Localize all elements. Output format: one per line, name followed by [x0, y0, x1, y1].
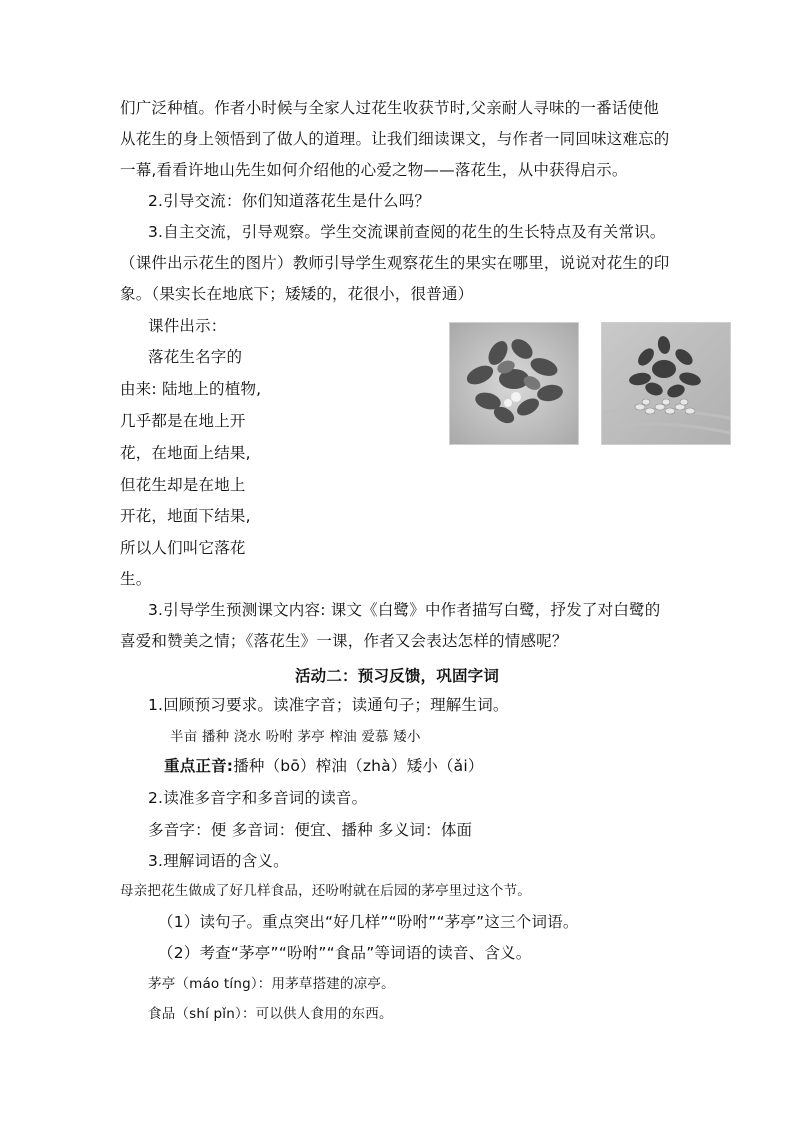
- courseware-line: 所以人们叫它落花: [120, 539, 246, 557]
- intro-line-1: 们广泛种植。作者小时候与全家人过花生收获节时,父亲耐人寻味的一番话使他: [120, 99, 659, 117]
- sub-item-2: （2）考查“茅亭”“吩咐”“食品”等词语的读音、含义。: [158, 944, 532, 962]
- activity-2-item-3: 3.理解词语的含义。: [148, 852, 289, 870]
- activity-2-item-2: 2.读准多音字和多音词的读音。: [148, 789, 368, 807]
- courseware-line: 花，在地面上结果,: [120, 444, 251, 462]
- intro-line-2: 从花生的身上领悟到了做人的道理。让我们细读课文，与作者一同回味这难忘的: [120, 130, 670, 148]
- peanut-plant-photo: [449, 322, 579, 445]
- pronunciation-text: 播种（bō）榨油（zhà）矮小（ǎi）: [233, 757, 484, 775]
- step-3-line-2: （课件出示花生的图片）教师引导学生观察花生的果实在哪里，说说对花生的印: [120, 254, 670, 272]
- courseware-line: 生。: [120, 570, 152, 588]
- courseware-label: 课件出示：: [148, 317, 227, 335]
- vocabulary-words: 半亩 播种 浇水 吩咐 茅亭 榨油 爱慕 矮小: [170, 729, 421, 745]
- step-3b-line-2: 喜爱和赞美之情；《落花生》一课，作者又会表达怎样的情感呢？: [120, 632, 568, 650]
- courseware-line: 开花，地面下结果,: [120, 507, 251, 525]
- activity-2-heading: 活动二：预习反馈，巩固字词: [294, 667, 500, 685]
- peanut-roots-photo: [601, 322, 731, 445]
- courseware-line: 几乎都是在地上开: [120, 412, 246, 430]
- step-3-line-1: 3.自主交流，引导观察。学生交流课前查阅的花生的生长特点及有关常识。: [148, 223, 666, 241]
- pronunciation-line: [164, 756, 484, 776]
- intro-line-3: 一幕,看看许地山先生如何介绍他的心爱之物——落花生，从中获得启示。: [120, 161, 628, 179]
- courseware-line: 但花生却是在地上: [120, 476, 246, 494]
- polyphonic-words: 多音字：便 多音词：便宜、播种 多义词：体面: [148, 821, 473, 839]
- activity-2-item-1: 1.回顾预习要求。读准字音；读通句子；理解生词。: [148, 696, 509, 714]
- courseware-line: 由来: 陆地上的植物,: [120, 380, 262, 398]
- sub-item-1: （1）读句子。重点突出“好几样”“吩咐”“茅亭”这三个词语。: [158, 913, 579, 931]
- step-2: 2.引导交流：你们知道落花生是什么吗？: [148, 192, 431, 210]
- pronunciation-label: 重点正音:: [164, 757, 234, 775]
- example-sentence: 母亲把花生做成了好几样食品，还吩咐就在后园的茅亭里过这个节。: [120, 883, 531, 899]
- definition-2: 食品（shí pǐn）：可以供人食用的东西。: [148, 1006, 393, 1022]
- courseware-line: 落花生名字的: [148, 348, 243, 366]
- step-3-line-3: 象。（果实长在地底下；矮矮的，花很小，很普通）: [120, 285, 474, 303]
- step-3b-line-1: 3.引导学生预测课文内容: 课文《白鹭》中作者描写白鹭，抒发了对白鹭的: [148, 601, 661, 619]
- definition-1: 茅亭（máo tíng）：用茅草搭建的凉亭。: [148, 976, 395, 992]
